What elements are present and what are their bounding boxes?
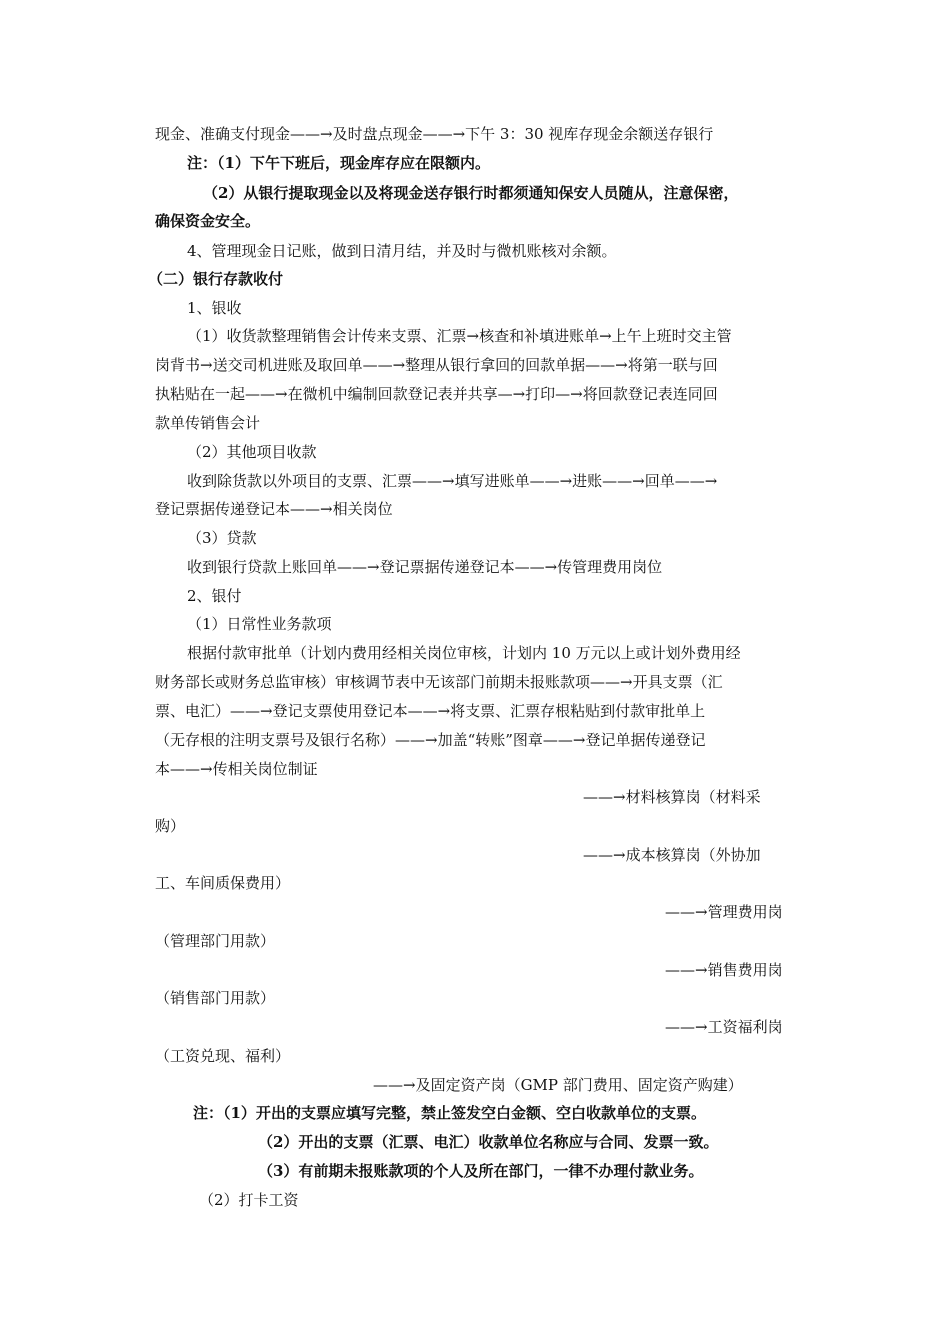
subheading: （3）贷款 [187,529,257,547]
flow-branch-cont: （管理部门用款） [155,932,276,950]
text-line: 票、电汇）——→登记支票使用登记本——→将支票、汇票存根粘贴到付款审批单上 [155,702,706,720]
flow-branch: ——→成本核算岗（外协加 [583,846,761,864]
note-line: 注：（1）开出的支票应填写完整，禁止签发空白金额、空白收款单位的支票。 [193,1104,706,1122]
text-line: 款单传销售会计 [155,414,261,432]
note-line: （2）开出的支票（汇票、电汇）收款单位名称应与合同、发票一致。 [258,1133,719,1151]
note-line: （3）有前期未报账款项的个人及所在部门，一律不办理付款业务。 [258,1162,704,1180]
text-line: 现金、准确支付现金——→及时盘点现金——→下午 3：30 视库存现金余额送存银行 [155,125,714,143]
flow-branch-cont: 购） [155,817,186,835]
text-line: 登记票据传递登记本——→相关岗位 [155,500,393,518]
section-heading: （二）银行存款收付 [148,270,284,288]
subheading: 1、银收 [187,299,242,317]
text-line: 收到银行贷款上账回单——→登记票据传递登记本——→传管理费用岗位 [187,558,663,576]
text-line: 根据付款审批单（计划内费用经相关岗位审核，计划内 10 万元以上或计划外费用经 [187,644,741,662]
text-line: （无存根的注明支票号及银行名称）——→加盖“转账”图章——→登记单据传递登记 [155,731,706,749]
flow-branch: ——→及固定资产岗（GMP 部门费用、固定资产购建） [373,1076,743,1094]
flow-branch-cont: （工资兑现、福利） [155,1047,291,1065]
flow-branch: ——→管理费用岗 [665,903,783,921]
text-line: 本——→传相关岗位制证 [155,760,318,778]
text-line: （1）收货款整理销售会计传来支票、汇票→核查和补填进账单→上午上班时交主管 [187,327,732,345]
text-line: 收到除货款以外项目的支票、汇票——→填写进账单——→进账——→回单——→ [187,472,718,490]
subheading: （2）打卡工资 [199,1191,299,1209]
subheading: （1）日常性业务款项 [187,615,332,633]
flow-branch-cont: （销售部门用款） [155,989,276,1007]
flow-branch: ——→材料核算岗（材料采 [583,788,761,806]
flow-branch: ——→销售费用岗 [665,961,783,979]
flow-branch: ——→工资福利岗 [665,1018,783,1036]
text-line: 岗背书→送交司机进账及取回单——→整理从银行拿回的回款单据——→将第一联与回 [155,356,718,374]
note-line: 确保资金安全。 [155,212,261,230]
text-line: 4、管理现金日记账，做到日清月结，并及时与微机账核对余额。 [187,242,617,260]
subheading: 2、银付 [187,587,242,605]
note-line: （2）从银行提取现金以及将现金送存银行时都须通知保安人员随从，注意保密， [203,184,739,202]
flow-branch-cont: 工、车间质保费用） [155,874,291,892]
note-line: 注：（1）下午下班后，现金库存应在限额内。 [187,154,490,172]
subheading: （2）其他项目收款 [187,443,317,461]
text-line: 财务部长或财务总监审核）审核调节表中无该部门前期未报账款项——→开具支票（汇 [155,673,723,691]
text-line: 执粘贴在一起——→在微机中编制回款登记表并共享—→打印—→将回款登记表连同回 [155,385,718,403]
